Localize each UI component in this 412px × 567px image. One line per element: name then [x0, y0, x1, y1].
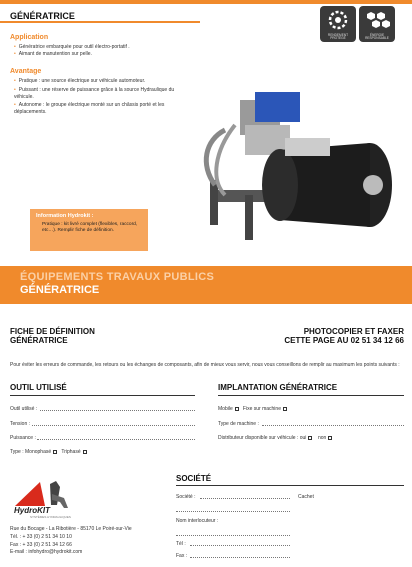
societe-line-2[interactable] — [176, 508, 290, 512]
application-list — [14, 44, 204, 58]
banner-category: ÉQUIPEMENTS TRAVAUX PUBLICS — [20, 271, 215, 283]
avantage-heading: Avantage — [10, 68, 42, 75]
company-email: E-mail : infohydro@hydrokit.com — [10, 549, 83, 556]
company-tel: Tél. : + 33 (0) 2 51 34 10 10 — [10, 533, 72, 540]
info-text: Pratique : kit livré complet (flexibles, raccord, etc…). Remplir fiche de définition. — [42, 222, 138, 234]
info-heading: Information Hydrokit : — [36, 213, 94, 219]
logo-tagline: SYSTÈMES HYDRAULIQUES — [30, 515, 71, 519]
company-contact — [10, 526, 132, 557]
monophase-label: Monophasé — [25, 449, 52, 455]
avantage-list — [14, 78, 184, 116]
implantation-heading: IMPLANTATION GÉNÉRATRICE — [218, 383, 338, 392]
non-label: non — [317, 435, 327, 441]
fiche-title — [10, 327, 95, 345]
hydrokit-logo — [10, 476, 80, 520]
non-checkbox[interactable] — [328, 436, 332, 440]
info-hydrokit-box — [30, 209, 148, 251]
outil-rule — [10, 395, 195, 396]
badge-rendement — [320, 6, 356, 42]
mobile-checkbox[interactable] — [235, 407, 239, 411]
type-field — [10, 449, 87, 455]
intro-text: Pour éviter les erreurs de commande, les retours ou les échanges de composants, afin de mieux vous servir, nous vous conseillons de remplir au maximum les points suivants : — [10, 362, 400, 368]
interlocuteur-input[interactable] — [176, 532, 290, 536]
puissance-field-label: Puissance : — [10, 435, 36, 441]
application-heading: Application — [10, 34, 49, 41]
logo-wordmark: HydroKIT — [14, 506, 50, 515]
list-item: • Autonome : le groupe électrique monté sur un châssis porté et les déplacements. — [14, 102, 165, 115]
hexagon-cluster-icon — [359, 6, 395, 36]
societe-rule — [176, 485, 404, 486]
type-machine-input[interactable] — [262, 422, 404, 426]
outil-heading: OUTIL UTILISÉ — [10, 383, 67, 392]
tension-field-label: Tension : — [10, 421, 31, 427]
implantation-rule — [218, 395, 404, 396]
fax-line1: PHOTOCOPIER ET FAXER — [303, 327, 404, 336]
banner-product: GÉNÉRATRICE — [20, 284, 100, 296]
company-address: Rue du Bocage - La Ribotière - 85170 Le Poiré-sur-Vie — [10, 526, 132, 532]
distributeur-label: Distributeur disponible sur véhicule : oui — [218, 435, 307, 441]
title-underline — [0, 21, 200, 23]
outil-input[interactable] — [40, 407, 195, 411]
gear-icon — [320, 6, 356, 36]
tel-label: Tél : — [176, 541, 186, 547]
triphase-checkbox[interactable] — [83, 450, 87, 454]
list-item: • Aimant de manutention sur pelle. — [14, 50, 92, 57]
societe-heading: SOCIÉTÉ — [176, 474, 212, 483]
societe-input[interactable] — [200, 495, 290, 499]
type-machine-label: Type de machine : — [218, 421, 259, 427]
badge-label: ÉNERGIE RESPONSABLE — [365, 32, 389, 41]
distributeur-row — [218, 435, 332, 441]
societe-field-label: Société : — [176, 494, 196, 500]
cachet-label: Cachet — [298, 494, 314, 500]
top-accent-bar — [0, 0, 412, 4]
fax-label: Fax : — [176, 553, 188, 559]
mobile-fixe-row — [218, 406, 287, 412]
fax-input[interactable] — [190, 554, 290, 558]
page-title: GÉNÉRATRICE — [10, 11, 75, 21]
fiche-title-line1: FICHE DE DÉFINITION — [10, 327, 95, 336]
type-label: Type : — [10, 449, 24, 455]
list-item: • Génératrice embarquée pour outil électro-portatif . — [14, 44, 130, 50]
outil-field-label: Outil utilisé : — [10, 406, 38, 412]
list-item: • Puissant : une réserve de puissance grâce à la source Hydraulique du véhicule. — [14, 86, 175, 100]
puissance-input[interactable] — [37, 436, 195, 440]
badge-label: RENDEMENT PROTÉGÉ — [327, 32, 349, 41]
mobile-label: Mobile — [218, 406, 233, 412]
fax-line2: CETTE PAGE AU 02 51 34 12 66 — [284, 336, 404, 346]
oui-checkbox[interactable] — [308, 436, 312, 440]
company-fax: Fax : + 33 (0) 2 51 34 12 66 — [10, 541, 72, 548]
tension-input[interactable] — [32, 422, 195, 426]
fiche-title-line2: GÉNÉRATRICE — [10, 336, 68, 346]
tel-input[interactable] — [190, 542, 290, 546]
list-item: • Pratique : une source électrique sur véhicule automoteur. — [14, 78, 146, 84]
fixe-label: Fixe sur machine — [242, 406, 281, 412]
generator-product-image — [185, 70, 405, 245]
monophase-checkbox[interactable] — [53, 450, 57, 454]
triphase-label: Triphasé — [61, 449, 81, 455]
fixe-checkbox[interactable] — [283, 407, 287, 411]
interlocuteur-label: Nom interlocuteur : — [176, 518, 219, 524]
badge-energie — [359, 6, 395, 42]
fax-instructions — [284, 327, 404, 345]
category-banner — [0, 266, 412, 304]
